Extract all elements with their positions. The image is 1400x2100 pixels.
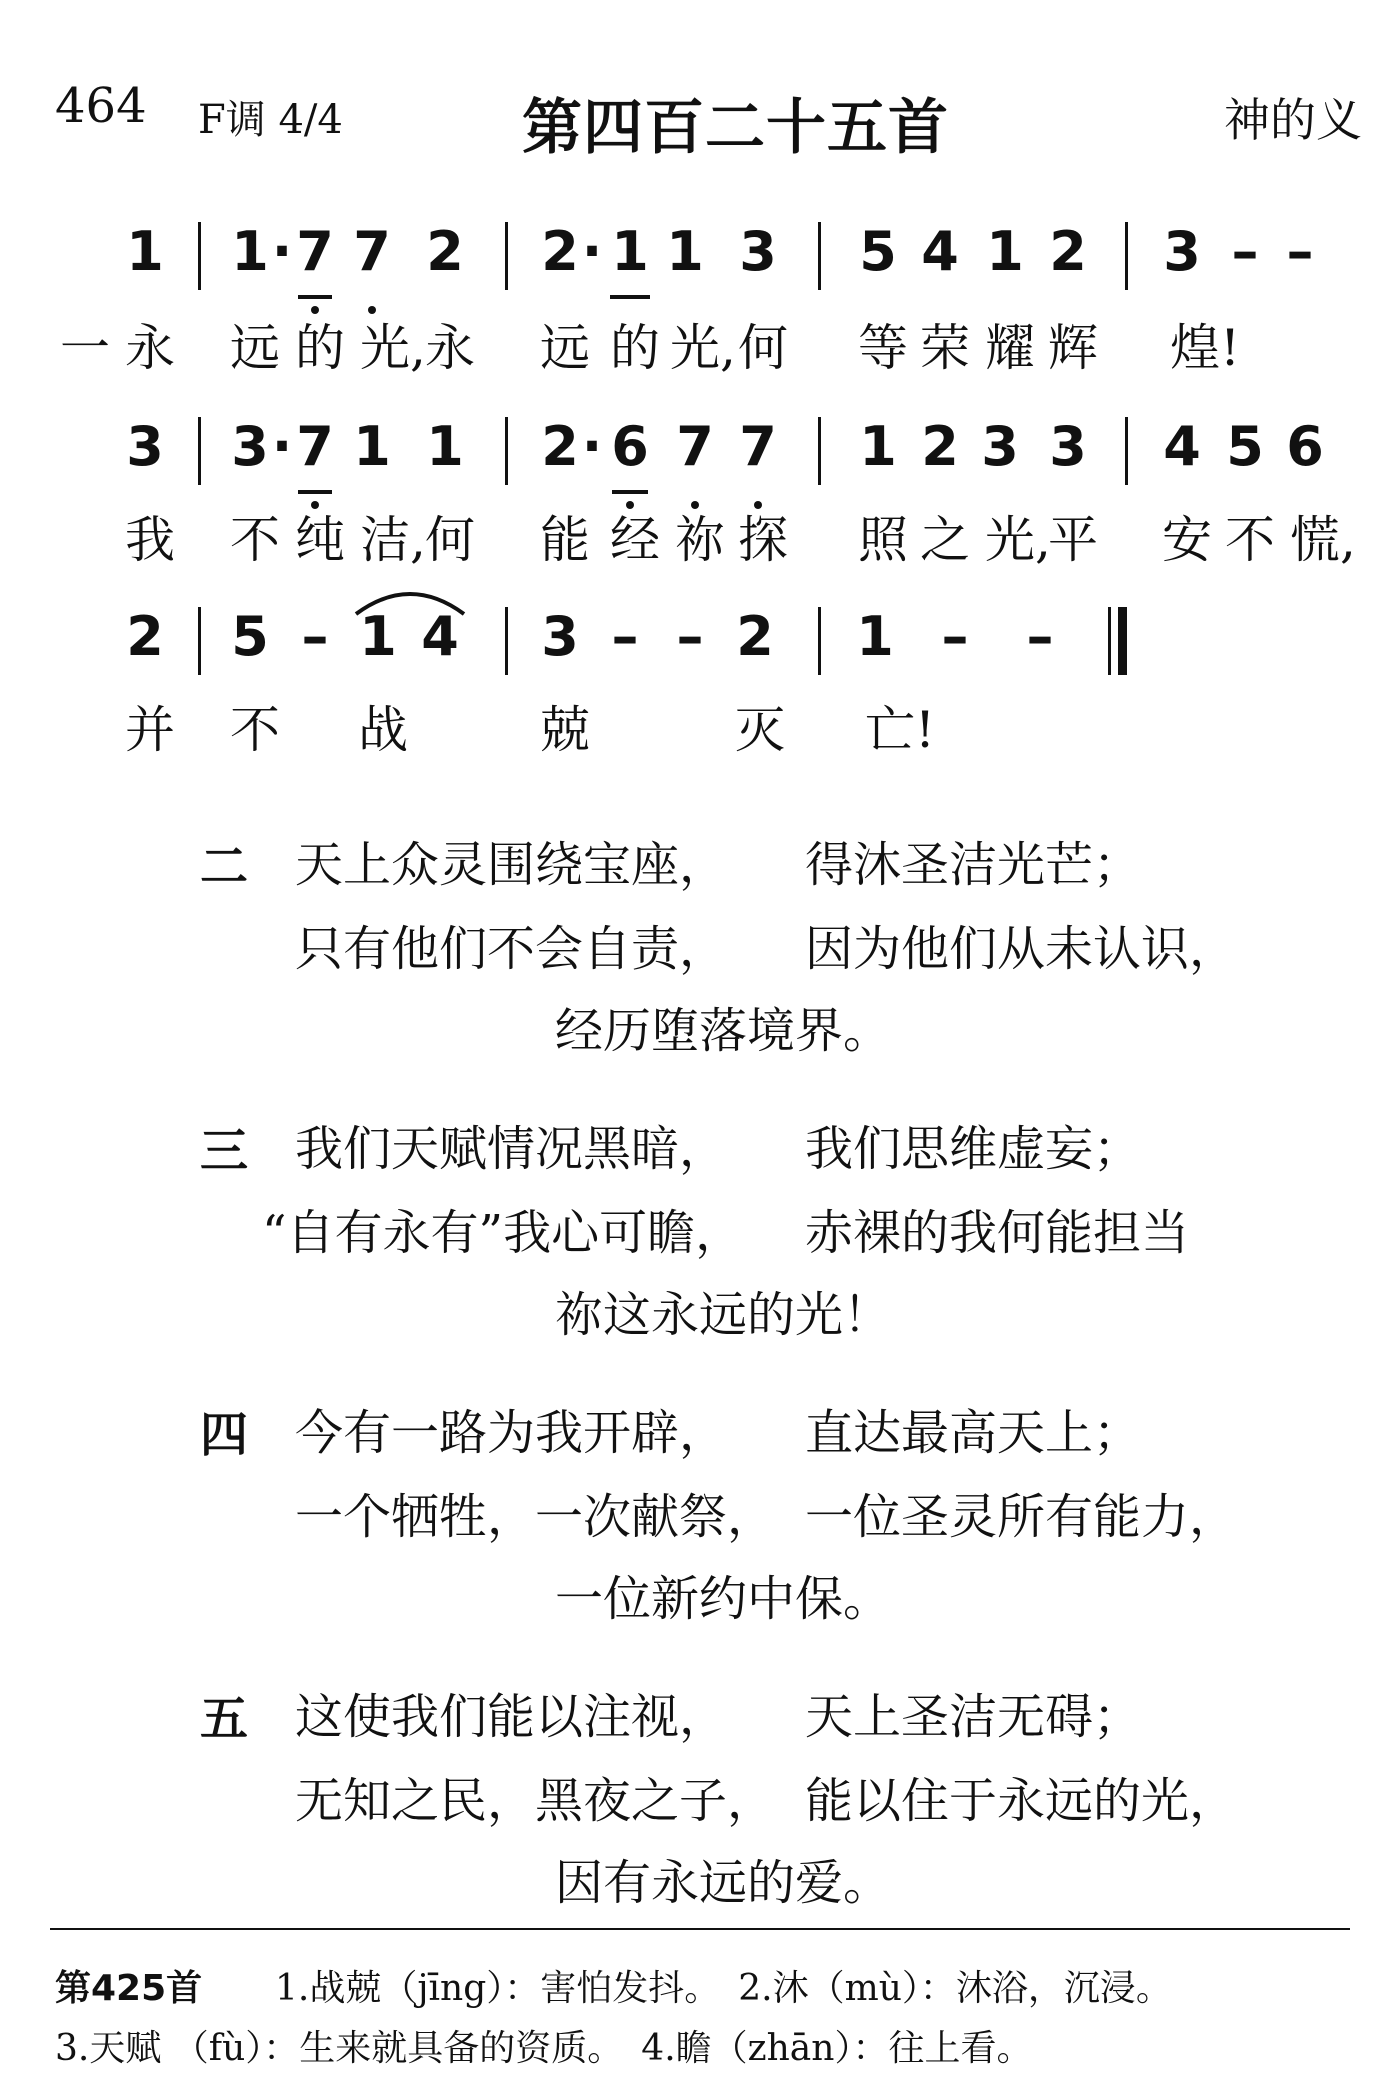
page-number: 464 <box>55 78 147 134</box>
lyric-syllable: 不 <box>1225 511 1275 569</box>
note: 1 <box>986 220 1024 283</box>
bar-line <box>818 417 821 485</box>
lyric-syllable: 灭 <box>735 701 785 759</box>
note: 2 <box>736 605 774 668</box>
footnote-line-1: 1.战兢（jīng）：害怕发抖。 2.沐（mù）：沐浴，沉浸。 <box>275 1968 1172 2009</box>
bar-line <box>198 222 201 290</box>
bar-line <box>1125 417 1128 485</box>
note: 7 <box>676 415 714 478</box>
dash: – <box>611 605 639 668</box>
note: 1 <box>666 220 704 283</box>
footnote-line-2: 3.天赋 （fù）：生来就具备的资质。 4.瞻（zhān）：往上看。 <box>55 2028 1033 2069</box>
note: 2 <box>541 220 579 283</box>
lyric-syllable: 的 <box>295 319 345 377</box>
note: 7 <box>296 220 334 283</box>
notes-row-3 <box>0 605 1400 675</box>
lyric-syllable: 永 <box>425 319 475 377</box>
verse-line: 一位圣灵所有能力， <box>805 1489 1238 1545</box>
lyric-syllable: 洁, <box>360 511 426 569</box>
notes-row-2 <box>0 415 1400 485</box>
lyrics-row-2 <box>0 500 1400 570</box>
lyric-syllable: 能 <box>540 511 590 569</box>
note: 3 <box>1049 415 1087 478</box>
note: 4 <box>921 220 959 283</box>
bar-line <box>198 417 201 485</box>
lyric-syllable: 战 <box>358 701 408 759</box>
verse-line: 能以住于永远的光， <box>805 1773 1238 1829</box>
bar-line <box>505 417 508 485</box>
verse-line: 赤裸的我何能担当 <box>805 1205 1190 1261</box>
lyric-syllable: 不 <box>230 511 280 569</box>
lyric-syllable: 的 <box>610 319 660 377</box>
lyric-syllable: 平 <box>1048 511 1098 569</box>
lyric-syllable: 慌, <box>1290 511 1356 569</box>
hymn-title: 第四百二十五首 <box>522 93 949 163</box>
dash: – <box>1231 220 1259 283</box>
note: 3 <box>981 415 1019 478</box>
verse-line: 天上众灵围绕宝座， <box>295 837 728 893</box>
note: 4 <box>1163 415 1201 478</box>
lyric-syllable: 荣 <box>920 319 970 377</box>
verse-line: 直达最高天上； <box>805 1405 1142 1461</box>
bar-line <box>505 607 508 675</box>
lyric-syllable: 不 <box>230 701 280 759</box>
verse-line: 无知之民，黑夜之子， <box>295 1773 776 1829</box>
lyric-syllable: 并 <box>125 701 175 759</box>
dash: – <box>1286 220 1314 283</box>
note: 2 <box>541 415 579 478</box>
eighth-underline <box>298 490 332 494</box>
lyric-syllable: 亡! <box>865 701 936 759</box>
verse-line: 祢这永远的光！ <box>555 1287 892 1343</box>
note: 1 <box>126 220 164 283</box>
lyric-syllable: 照 <box>858 511 908 569</box>
lyric-syllable: 安 <box>1162 511 1212 569</box>
lyrics-row-3 <box>0 690 1400 760</box>
final-bar-thin <box>1108 607 1111 675</box>
note: 2 <box>126 605 164 668</box>
bar-line <box>505 222 508 290</box>
footnote-divider <box>50 1928 1350 1930</box>
note: 1 <box>359 605 397 668</box>
lyric-syllable: 探 <box>738 511 788 569</box>
dash: – <box>301 605 329 668</box>
lyric-syllable: 等 <box>858 319 908 377</box>
note-dot: · <box>271 220 293 283</box>
note: 7 <box>739 415 777 478</box>
verse-line: 我们天赋情况黑暗， <box>295 1121 728 1177</box>
note: 1 <box>426 415 464 478</box>
note: 6 <box>611 415 649 478</box>
verse-number: 五 <box>200 1691 249 1747</box>
note: 1 <box>859 415 897 478</box>
note: 5 <box>859 220 897 283</box>
note: 6 <box>1286 415 1324 478</box>
lyric-syllable: 耀 <box>985 319 1035 377</box>
note: 5 <box>1226 415 1264 478</box>
note: 1 <box>856 605 894 668</box>
lyric-syllable: 光, <box>360 319 426 377</box>
lyric-syllable: 远 <box>230 319 280 377</box>
eighth-underline <box>612 490 648 494</box>
verse-line: 这使我们能以注视， <box>295 1689 728 1745</box>
verse-line: “自有永有”我心可瞻， <box>262 1205 744 1261</box>
key-time-signature: F调 4/4 <box>198 97 343 143</box>
bar-line <box>818 607 821 675</box>
note-dot: · <box>581 415 603 478</box>
verse-number: 三 <box>200 1123 249 1179</box>
slur-mark <box>350 580 470 620</box>
note-dot: · <box>271 415 293 478</box>
verse-line: 今有一路为我开辟， <box>295 1405 728 1461</box>
lyric-syllable: 光, <box>985 511 1051 569</box>
notes-row-1 <box>0 220 1400 290</box>
lyrics-row-1 <box>0 308 1400 378</box>
verse-number: 四 <box>200 1407 249 1463</box>
dash: – <box>1026 605 1054 668</box>
note: 7 <box>296 415 334 478</box>
dash: – <box>676 605 704 668</box>
lyric-syllable: 何 <box>738 319 788 377</box>
note: 1 <box>611 220 649 283</box>
note: 3 <box>1163 220 1201 283</box>
verse-line: 只有他们不会自责， <box>295 921 728 977</box>
lyric-syllable: 远 <box>540 319 590 377</box>
note-dot: · <box>581 220 603 283</box>
note: 2 <box>1049 220 1087 283</box>
lyric-syllable: 经 <box>610 511 660 569</box>
lyric-syllable: 祢 <box>675 511 725 569</box>
verse-line: 因有永远的爱。 <box>555 1855 892 1911</box>
note: 5 <box>231 605 269 668</box>
bar-line <box>198 607 201 675</box>
note: 1 <box>353 415 391 478</box>
lyric-syllable: 一 <box>60 319 110 377</box>
note: 3 <box>541 605 579 668</box>
bar-line <box>818 222 821 290</box>
note: 4 <box>421 605 459 668</box>
verse-line: 一个牺牲，一次献祭， <box>295 1489 776 1545</box>
note: 3 <box>126 415 164 478</box>
note: 1 <box>231 220 269 283</box>
lyric-syllable: 辉 <box>1048 319 1098 377</box>
lyric-syllable: 之 <box>920 511 970 569</box>
eighth-underline <box>298 295 332 299</box>
note: 7 <box>353 220 391 283</box>
lyric-syllable: 纯 <box>295 511 345 569</box>
verse-line: 得沐圣洁光芒； <box>805 837 1142 893</box>
verse-number: 二 <box>200 839 249 895</box>
verse-line: 天上圣洁无碍； <box>805 1689 1142 1745</box>
footnote-label: 第425首 <box>55 1968 203 2009</box>
lyric-syllable: 兢 <box>540 701 590 759</box>
note: 2 <box>921 415 959 478</box>
note: 3 <box>739 220 777 283</box>
hymn-category: 神的义 <box>1224 93 1362 147</box>
lyric-syllable: 永 <box>125 319 175 377</box>
final-bar-thick <box>1118 607 1127 675</box>
lyric-syllable: 光, <box>670 319 736 377</box>
verse-line: 因为他们从未认识， <box>805 921 1238 977</box>
verse-line: 一位新约中保。 <box>555 1571 892 1627</box>
eighth-underline <box>610 295 650 299</box>
lyric-syllable: 煌! <box>1170 319 1241 377</box>
note: 2 <box>426 220 464 283</box>
bar-line <box>1125 222 1128 290</box>
lyric-syllable: 我 <box>125 511 175 569</box>
verse-line: 我们思维虚妄； <box>805 1121 1142 1177</box>
dash: – <box>941 605 969 668</box>
lyric-syllable: 何 <box>425 511 475 569</box>
verse-line: 经历堕落境界。 <box>555 1003 892 1059</box>
note: 3 <box>231 415 269 478</box>
